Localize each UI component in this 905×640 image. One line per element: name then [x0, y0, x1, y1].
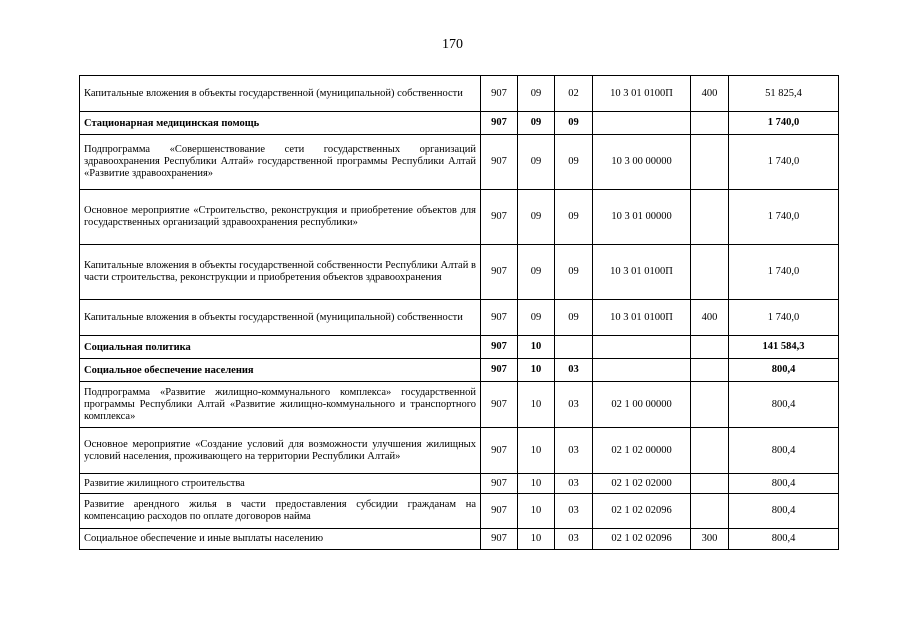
amount-cell: 1 740,0	[729, 112, 839, 135]
budget-table-body	[80, 76, 839, 550]
expense-type-cell	[691, 112, 729, 135]
expense-type-cell	[691, 359, 729, 382]
amount-cell: 800,4	[729, 428, 839, 474]
table-row	[80, 529, 839, 550]
target-article-cell: 02 1 02 00000	[593, 428, 691, 474]
ministry-code-cell: 907	[481, 494, 518, 529]
subsection-code-cell: 03	[555, 359, 593, 382]
subsection-code-cell: 03	[555, 529, 593, 550]
expense-type-cell	[691, 428, 729, 474]
target-article-cell: 02 1 02 02096	[593, 529, 691, 550]
table-row	[80, 245, 839, 300]
ministry-code-cell: 907	[481, 529, 518, 550]
subsection-code-cell: 03	[555, 382, 593, 428]
expense-type-cell	[691, 474, 729, 494]
table-row	[80, 135, 839, 190]
ministry-code-cell: 907	[481, 135, 518, 190]
subsection-code-cell: 03	[555, 428, 593, 474]
table-row	[80, 112, 839, 135]
ministry-code-cell: 907	[481, 190, 518, 245]
table-row	[80, 382, 839, 428]
subsection-code-cell: 09	[555, 190, 593, 245]
row-name-cell: Развитие жилищного строительства	[80, 474, 481, 494]
target-article-cell: 10 3 01 00000	[593, 190, 691, 245]
table-row	[80, 190, 839, 245]
target-article-cell: 10 3 01 0100П	[593, 300, 691, 336]
page-number: 170	[442, 37, 463, 52]
amount-cell: 1 740,0	[729, 190, 839, 245]
amount-cell: 1 740,0	[729, 135, 839, 190]
row-name-cell: Подпрограмма «Совершенствование сети государственных организаций здравоохранения Республики Алтай» государственной программы Республики Алтай «Развитие здравоохранения»	[80, 135, 481, 190]
section-code-cell: 10	[518, 336, 555, 359]
amount-cell: 141 584,3	[729, 336, 839, 359]
table-row	[80, 336, 839, 359]
ministry-code-cell: 907	[481, 76, 518, 112]
table-row	[80, 474, 839, 494]
budget-table	[79, 75, 839, 550]
row-name-cell: Развитие арендного жилья в части предоставления субсидии гражданам на компенсацию расходов по оплате договоров найма	[80, 494, 481, 529]
table-row	[80, 359, 839, 382]
amount-cell: 800,4	[729, 382, 839, 428]
row-name-cell: Основное мероприятие «Строительство, реконструкция и приобретение объектов для государственных организаций здравоохранения республики»	[80, 190, 481, 245]
row-name-cell: Капитальные вложения в объекты государственной собственности Республики Алтай в части строительства, реконструкции и приобретения объектов здравоохранения	[80, 245, 481, 300]
subsection-code-cell: 09	[555, 300, 593, 336]
amount-cell: 800,4	[729, 474, 839, 494]
section-code-cell: 09	[518, 245, 555, 300]
expense-type-cell: 400	[691, 76, 729, 112]
section-code-cell: 10	[518, 494, 555, 529]
section-code-cell: 10	[518, 474, 555, 494]
subsection-code-cell: 09	[555, 245, 593, 300]
amount-cell: 1 740,0	[729, 300, 839, 336]
section-code-cell: 10	[518, 359, 555, 382]
section-code-cell: 10	[518, 382, 555, 428]
target-article-cell: 02 1 02 02000	[593, 474, 691, 494]
expense-type-cell	[691, 135, 729, 190]
row-name-cell: Капитальные вложения в объекты государственной (муниципальной) собственности	[80, 76, 481, 112]
expense-type-cell	[691, 382, 729, 428]
target-article-cell: 02 1 00 00000	[593, 382, 691, 428]
expense-type-cell: 400	[691, 300, 729, 336]
expense-type-cell: 300	[691, 529, 729, 550]
target-article-cell	[593, 359, 691, 382]
target-article-cell: 10 3 01 0100П	[593, 245, 691, 300]
subsection-code-cell: 03	[555, 474, 593, 494]
section-code-cell: 09	[518, 190, 555, 245]
ministry-code-cell: 907	[481, 245, 518, 300]
ministry-code-cell: 907	[481, 474, 518, 494]
subsection-code-cell: 09	[555, 135, 593, 190]
expense-type-cell	[691, 336, 729, 359]
target-article-cell: 10 3 00 00000	[593, 135, 691, 190]
section-code-cell: 09	[518, 135, 555, 190]
table-row	[80, 428, 839, 474]
table-row	[80, 300, 839, 336]
row-name-cell: Основное мероприятие «Создание условий для возможности улучшения жилищных условий населения, проживающего на территории Республики Алтай»	[80, 428, 481, 474]
row-name-cell: Социальная политика	[80, 336, 481, 359]
subsection-code-cell: 09	[555, 112, 593, 135]
row-name-cell: Стационарная медицинская помощь	[80, 112, 481, 135]
ministry-code-cell: 907	[481, 359, 518, 382]
amount-cell: 51 825,4	[729, 76, 839, 112]
expense-type-cell	[691, 245, 729, 300]
subsection-code-cell: 02	[555, 76, 593, 112]
section-code-cell: 09	[518, 112, 555, 135]
ministry-code-cell: 907	[481, 428, 518, 474]
section-code-cell: 10	[518, 428, 555, 474]
target-article-cell: 10 3 01 0100П	[593, 76, 691, 112]
row-name-cell: Социальное обеспечение населения	[80, 359, 481, 382]
ministry-code-cell: 907	[481, 336, 518, 359]
subsection-code-cell: 03	[555, 494, 593, 529]
section-code-cell: 09	[518, 300, 555, 336]
ministry-code-cell: 907	[481, 300, 518, 336]
amount-cell: 800,4	[729, 359, 839, 382]
row-name-cell: Подпрограмма «Развитие жилищно-коммунального комплекса» государственной программы Республики Алтай «Развитие жилищно-коммунального и транспортного комплекса»	[80, 382, 481, 428]
section-code-cell: 09	[518, 76, 555, 112]
row-name-cell: Социальное обеспечение и иные выплаты населению	[80, 529, 481, 550]
expense-type-cell	[691, 190, 729, 245]
subsection-code-cell	[555, 336, 593, 359]
expense-type-cell	[691, 494, 729, 529]
ministry-code-cell: 907	[481, 382, 518, 428]
amount-cell: 1 740,0	[729, 245, 839, 300]
row-name-cell: Капитальные вложения в объекты государственной (муниципальной) собственности	[80, 300, 481, 336]
ministry-code-cell: 907	[481, 112, 518, 135]
section-code-cell: 10	[518, 529, 555, 550]
table-row	[80, 76, 839, 112]
target-article-cell	[593, 336, 691, 359]
amount-cell: 800,4	[729, 529, 839, 550]
target-article-cell	[593, 112, 691, 135]
amount-cell: 800,4	[729, 494, 839, 529]
table-row	[80, 494, 839, 529]
target-article-cell: 02 1 02 02096	[593, 494, 691, 529]
